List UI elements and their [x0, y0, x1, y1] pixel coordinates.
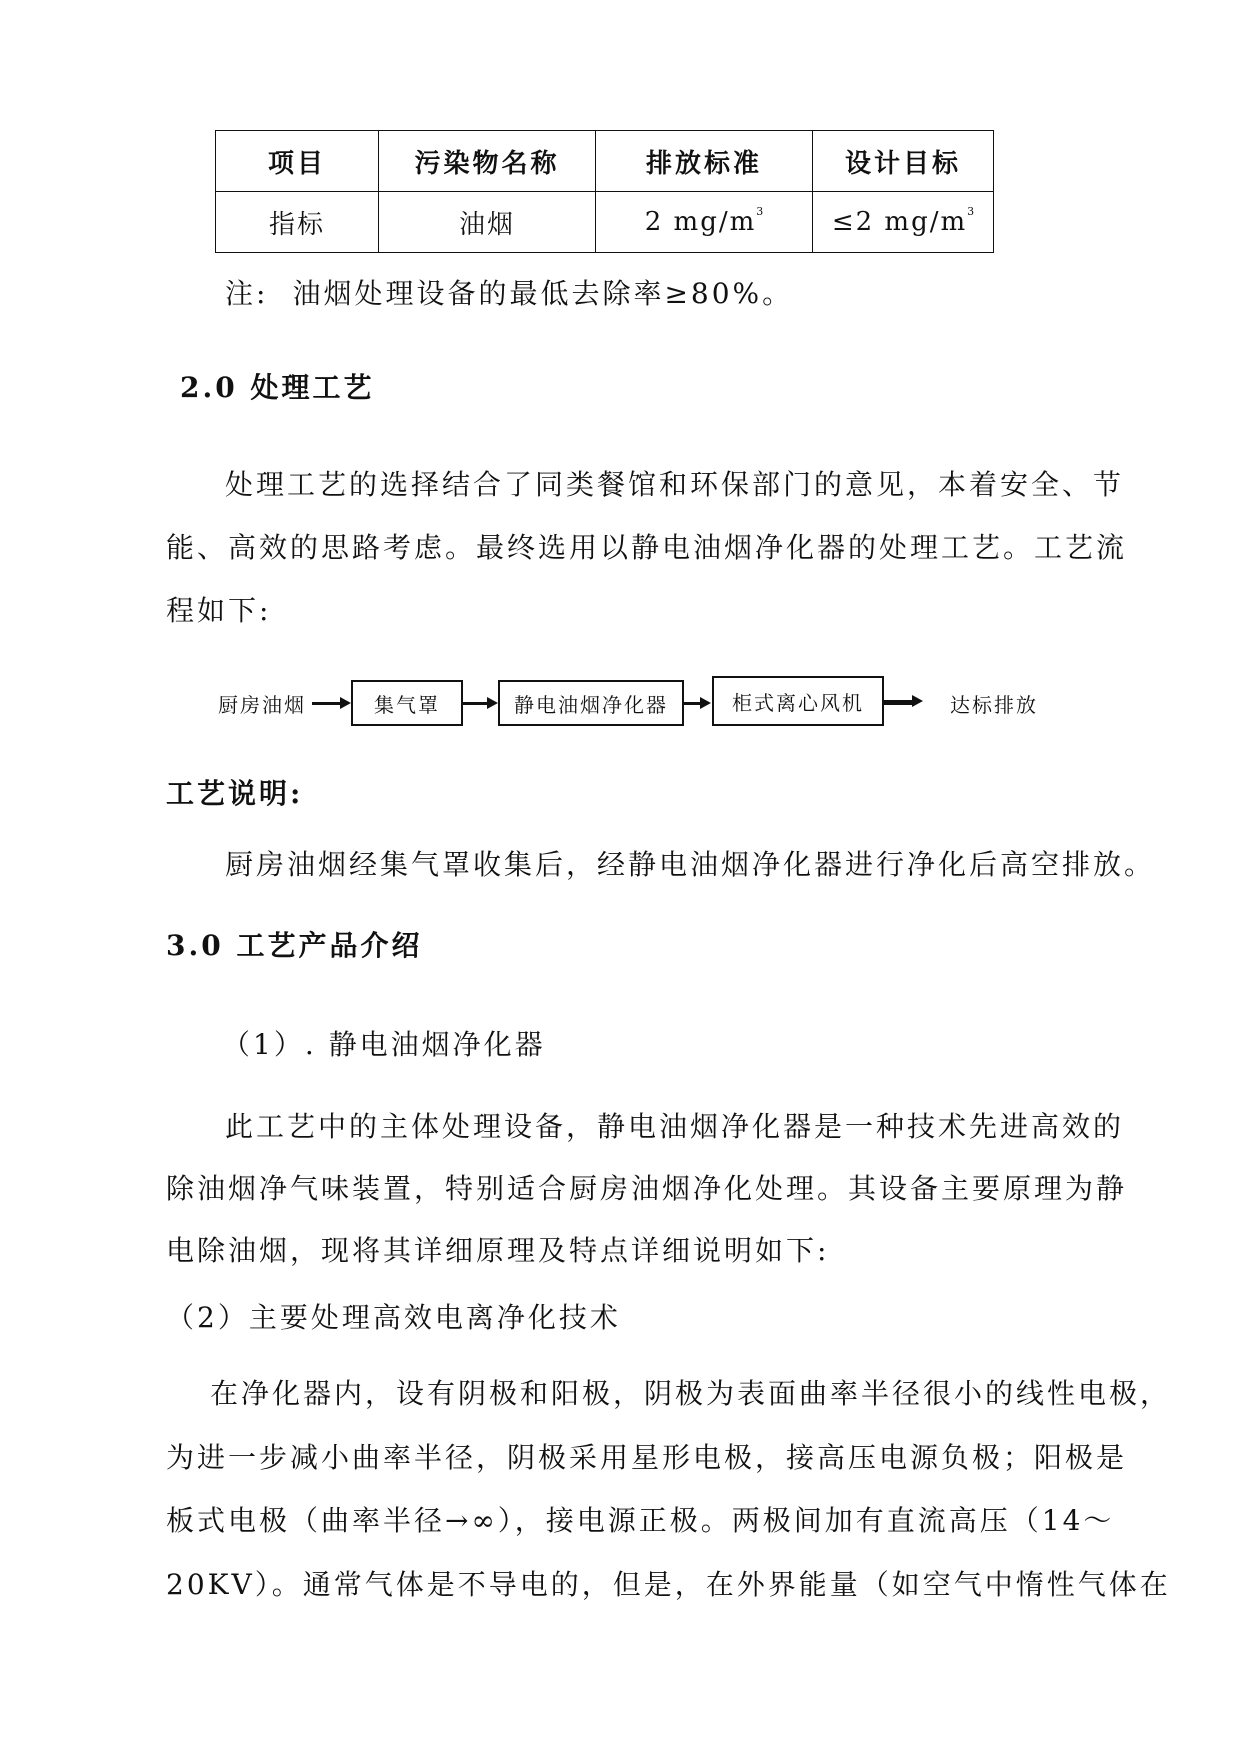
note-text: 油烟处理设备的最低去除率≥80%。 — [292, 277, 794, 310]
subsection-2-title: （2）主要处理高效电离净化技术 — [166, 1301, 621, 1334]
process-description-heading: 工艺说明: — [166, 777, 304, 810]
target-unit-exponent: 3 — [967, 205, 975, 218]
section-2-paragraph-line: 能、高效的思路考虑。最终选用以静电油烟净化器的处理工艺。工艺流 — [166, 531, 1128, 564]
emission-standard-table — [215, 130, 994, 253]
section-3-paragraph-line: 此工艺中的主体处理设备，静电油烟净化器是一种技术先进高效的 — [225, 1110, 1125, 1143]
standard-unit-exponent: 3 — [756, 205, 764, 218]
flow-arrow — [884, 700, 914, 705]
flow-step-centrifugal-fan: 柜式离心风机 — [712, 676, 884, 726]
note-label: 注: — [225, 277, 269, 310]
flow-end-label: 达标排放 — [950, 693, 1038, 717]
table-cell-pollutant: 油烟 — [379, 192, 596, 253]
flow-step-gas-hood: 集气罩 — [351, 680, 463, 726]
table-cell-item: 指标 — [216, 192, 379, 253]
table-cell-target — [813, 192, 994, 253]
flow-source-label: 厨房油烟 — [218, 693, 306, 717]
subsection-1-title: （1）. 静电油烟净化器 — [222, 1028, 546, 1061]
section-3-paragraph-line: 为进一步减小曲率半径，阴极采用星形电极，接高压电源负极；阳极是 — [166, 1441, 1128, 1474]
section-3-paragraph-line: 20KV）。通常气体是不导电的，但是，在外界能量（如空气中惰性气体在 — [166, 1568, 1171, 1601]
table-header-cell: 排放标准 — [596, 131, 813, 192]
section-2-heading: 2.0 处理工艺 — [180, 371, 375, 404]
process-description-text: 厨房油烟经集气罩收集后，经静电油烟净化器进行净化后高空排放。 — [225, 848, 1156, 881]
flow-arrow-head — [487, 697, 498, 709]
section-3-paragraph-line: 在净化器内，设有阴极和阳极，阴极为表面曲率半径很小的线性电极， — [210, 1377, 1172, 1410]
note — [225, 272, 793, 312]
table-cell-standard — [596, 192, 813, 253]
section-3-heading: 3.0 工艺产品介绍 — [166, 929, 423, 962]
section-2-paragraph-line: 处理工艺的选择结合了同类餐馆和环保部门的意见，本着安全、节 — [225, 468, 1125, 501]
flow-arrow — [463, 702, 489, 705]
section-3-paragraph-line: 电除油烟，现将其详细原理及特点详细说明如下: — [166, 1234, 830, 1267]
section-2-paragraph-line: 程如下: — [166, 594, 272, 627]
standard-value: 2 mg/m — [644, 207, 757, 237]
flow-arrow-head — [912, 695, 923, 707]
table-header-cell: 项目 — [216, 131, 379, 192]
flow-step-esp-purifier: 静电油烟净化器 — [498, 680, 684, 726]
flow-arrow-head — [700, 697, 711, 709]
flow-arrow-head — [340, 697, 351, 709]
table-header-row — [216, 131, 994, 192]
section-3-paragraph-line: 除油烟净气味装置，特别适合厨房油烟净化处理。其设备主要原理为静 — [166, 1172, 1128, 1205]
table-header-cell: 设计目标 — [813, 131, 994, 192]
table-header-cell: 污染物名称 — [379, 131, 596, 192]
table-row — [216, 192, 994, 253]
target-value: ≤2 mg/m — [831, 207, 968, 237]
section-3-paragraph-line: 板式电极（曲率半径→∞），接电源正极。两极间加有直流高压（14～ — [166, 1504, 1115, 1537]
